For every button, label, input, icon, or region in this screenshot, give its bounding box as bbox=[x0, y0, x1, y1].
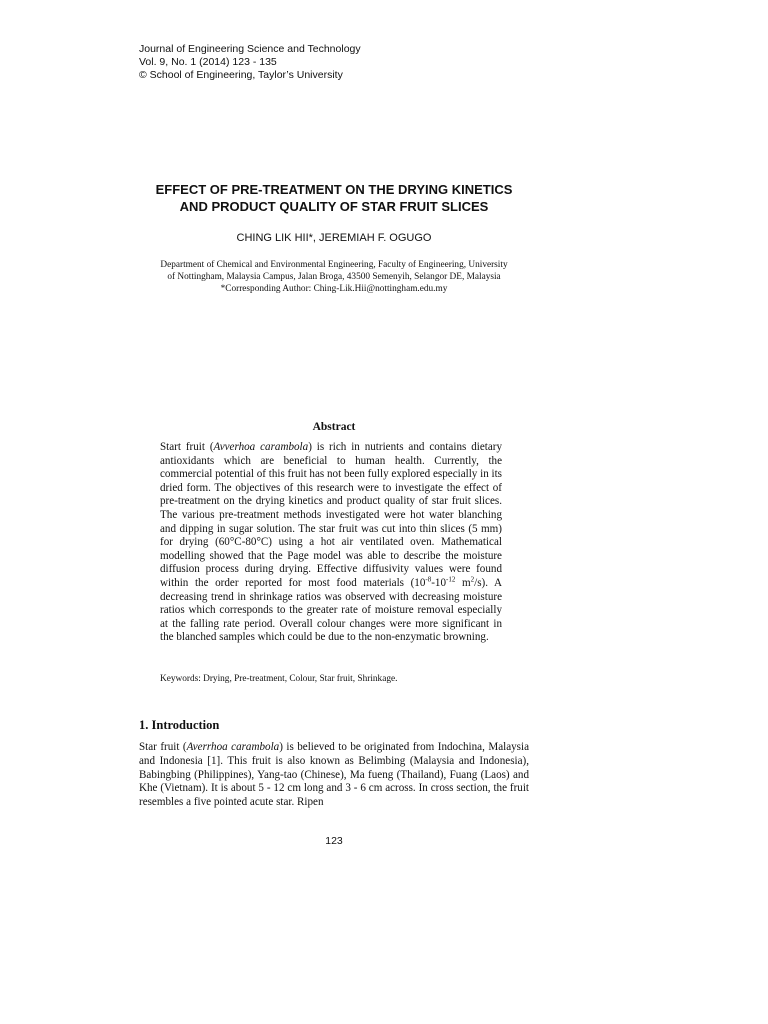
abstract-species-name: Avverhoa carambola bbox=[213, 441, 309, 453]
unit-m: m bbox=[455, 576, 471, 589]
exponent-neg-12: -12 bbox=[446, 575, 456, 584]
affiliation-block bbox=[120, 259, 548, 295]
exponent-2: 2 bbox=[470, 575, 475, 584]
paper-title-line-2: AND PRODUCT QUALITY OF STAR FRUIT SLICES bbox=[179, 199, 489, 214]
intro-text-1: Star fruit ( bbox=[139, 741, 187, 753]
paper-title-line-1: EFFECT OF PRE-TREATMENT ON THE DRYING KINETICS bbox=[155, 182, 513, 197]
journal-header bbox=[139, 43, 361, 82]
page-number: 123 bbox=[325, 835, 343, 847]
abstract-text-1: Start fruit ( bbox=[160, 441, 214, 453]
abstract-body bbox=[160, 441, 502, 645]
intro-text-2: ) is believed to be originated from Indochina, Malaysia and Indonesia [1]. This fruit is also known as Belimbing (Malaysia and Indonesia), Babingbing (Philippines), Yang-tao (Chinese), Ma fueng (Thailand), Fuang (Laos) and Khe (Vietnam). It is about 5 - 12 cm long and 3 - 6 cm across. In cross section, the fruit resembles a five pointed acute star. Ripen bbox=[139, 741, 530, 809]
introduction-body bbox=[139, 741, 529, 810]
range-dash: -10 bbox=[431, 576, 447, 589]
keywords: Keywords: Drying, Pre-treatment, Colour, Star fruit, Shrinkage. bbox=[160, 674, 398, 684]
corresponding-author: *Corresponding Author: Ching-Lik.Hii@nottingham.edu.my bbox=[220, 284, 448, 294]
journal-volume: Vol. 9, No. 1 (2014) 123 - 135 bbox=[139, 56, 277, 68]
introduction-heading: 1. Introduction bbox=[139, 718, 220, 732]
abstract-text-3: /s). A decreasing trend in shrinkage ratios was observed with decreasing moisture ratios which corresponds to the greater rate of moisture removal especially at the falling rate period. Overall colour changes were more significant in the blanched samples which could be due to the non-enzymatic browning. bbox=[160, 576, 502, 644]
intro-species-name: Averrhoa carambola bbox=[186, 741, 280, 753]
affiliation-line-2: of Nottingham, Malaysia Campus, Jalan Broga, 43500 Semenyih, Selangor DE, Malaysia bbox=[167, 272, 501, 282]
abstract-heading: Abstract bbox=[312, 421, 356, 433]
abstract-text-2: ) is rich in nutrients and contains dietary antioxidants which are beneficial to human health. Currently, the commercial potential of this fruit has not been fully explored especially in its dried form. The objectives of this research were to investigate the effect of pre-treatment on the drying kinetics and product quality of star fruit slices. The various pre-treatment methods investigated were hot water blanching and dipping in sugar solution. The star fruit was cut into thin slices (5 mm) for drying (60°C-80°C) using a hot air ventilated oven. Mathematical modelling showed that the Page model was able to describe the moisture diffusion process during drying. Effective diffusivity values were found within the order reported for most food materials (10 bbox=[160, 441, 502, 589]
affiliation-line-1: Department of Chemical and Environmental Engineering, Faculty of Engineering, University bbox=[160, 260, 508, 270]
exponent-neg-8: -8 bbox=[425, 575, 432, 584]
paper-title bbox=[100, 181, 568, 215]
journal-name: Journal of Engineering Science and Technology bbox=[139, 43, 361, 55]
author-list: CHING LIK HII*, JEREMIAH F. OGUGO bbox=[236, 232, 432, 244]
journal-publisher: © School of Engineering, Taylor’s University bbox=[139, 69, 343, 81]
